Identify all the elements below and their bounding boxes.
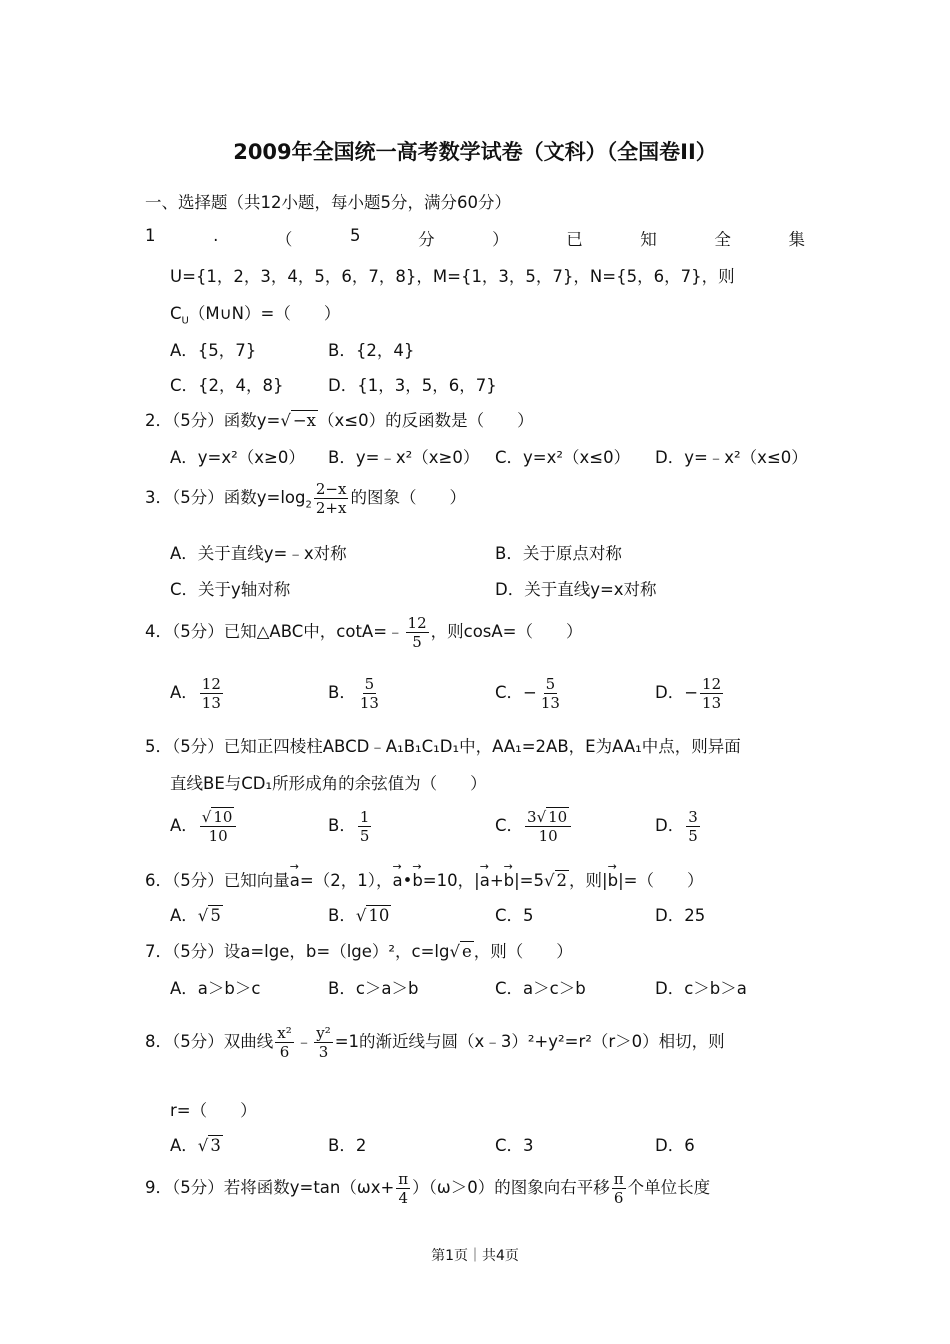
question-3: 3．（5分）函数$y=\log_2$ $\frac{2-x}{2+x}$ 的图象（ ） <box>145 480 466 517</box>
question-2: 2．（5分）函数y=√ −x （x≤0）的反函数是（ ） <box>145 411 534 430</box>
q4-option-d: D．− $\frac{12}{13}$ <box>655 675 722 712</box>
question-5-line-2: 直线BE与CD₁所形成角的余弦值为（ ） <box>170 774 487 793</box>
q1-token: . <box>213 226 219 245</box>
q5-option-d: D． $\frac{3}{5}$ <box>655 808 698 845</box>
q1-token: 1 <box>145 226 156 245</box>
q1-token: ） <box>492 230 509 249</box>
q1-line-2: U={1，2，3，4，5，6，7，8}，M={1，3，5，7}，N={5，6，7}，则 <box>170 267 735 286</box>
q4-option-c: C．− $\frac{5}{13}$ <box>495 675 560 712</box>
question-8-line-2: r=（ ） <box>170 1101 257 1120</box>
page-footer: 第1页｜共4页 <box>431 1248 519 1264</box>
q7-option-c: C．a＞c＞b <box>495 979 586 998</box>
q6-option-a: A．√ 5 <box>170 906 221 925</box>
q1-token: 分 <box>418 230 435 249</box>
sqrt-symbol: √ −x <box>280 411 316 430</box>
q3-option-b: B．关于原点对称 <box>495 544 622 563</box>
vector-b: → b <box>608 871 618 890</box>
q1-option-a: A．{5，7} <box>170 341 257 360</box>
q7-option-d: D．c＞b＞a <box>655 979 747 998</box>
q1-option-c: C．{2，4，8} <box>170 376 284 395</box>
q7-option-b: B．c＞a＞b <box>328 979 419 998</box>
q4-option-a: A． $\frac{12}{13}$ <box>170 675 221 712</box>
q4-option-b: B． $\frac{5}{13}$ <box>328 675 379 712</box>
q1-option-d: D．{1，3，5，6，7} <box>328 376 497 395</box>
q2-option-b: B．y=﹣x²（x≥0） <box>328 448 480 467</box>
page-title: 2009年全国统一高考数学试卷（文科）（全国卷II） <box>233 140 717 164</box>
q2-option-a: A．y=x²（x≥0） <box>170 448 305 467</box>
q5-option-a: A． $\frac{√ 10}{10}$ <box>170 808 238 845</box>
q3-option-d: D．关于直线y=x对称 <box>495 580 657 599</box>
q5-option-c: C． $\frac{3√ 10}{10}$ <box>495 808 573 845</box>
vector-a: → a <box>480 871 490 890</box>
q6-option-b: B．√ 10 <box>328 906 390 925</box>
vector-b: → b <box>412 871 422 890</box>
q8-option-a: A．√ 3 <box>170 1136 221 1155</box>
fraction: $\frac{12}{5}$ <box>407 614 427 651</box>
q1-token: 全 <box>714 230 731 249</box>
question-9: 9．（5分）若将函数y=tan（ωx+ $\frac{\pi}{4}$ ）（ω＞0）的图象向右平移 $\frac{\pi}{6}$ 个单位长度 <box>145 1170 711 1207</box>
q3-option-a: A．关于直线y=﹣x对称 <box>170 544 347 563</box>
vector-a: → a <box>290 871 300 890</box>
vector-a: → a <box>392 871 402 890</box>
q1-line-3: $C_U(M\cup N)=$（ ） <box>170 304 341 327</box>
q2-option-d: D．y=﹣x²（x≤0） <box>655 448 808 467</box>
q8-option-b: B．2 <box>328 1136 367 1155</box>
q1-token: 5 <box>349 226 361 245</box>
question-7: 7．（5分）设a=lge，b=（lge）²，c=lg√ e ，则（ ） <box>145 942 573 961</box>
question-5-line-1: 5．（5分）已知正四棱柱ABCD﹣A₁B₁C₁D₁中，AA₁=2AB，E为AA₁中点，则异面 <box>145 737 741 756</box>
vector-b: → b <box>504 871 514 890</box>
question-8: 8．（5分）双曲线 $\frac{\text{x²}}{6}$ ﹣ $\frac{\text{y²}}{3}$ =1的渐近线与圆（x﹣3）²+y²=r²（r＞0）相切，则 <box>145 1024 725 1061</box>
q5-option-b: B． $\frac{1}{5}$ <box>328 808 370 845</box>
q8-option-d: D．6 <box>655 1136 695 1155</box>
q2-option-c: C．y=x²（x≤0） <box>495 448 631 467</box>
q1-token: 已 <box>566 230 583 249</box>
question-6: 6．（5分）已知向量→ a=（2，1），→ a•→ b=10，|→ a+→ b|=5√ 2 ，则|→ b|=（ ） <box>145 867 703 891</box>
q1-token: 集 <box>788 230 805 249</box>
question-4: 4．（5分）已知△ABC中，cotA=﹣ $\frac{12}{5}$ ，则cosA=（ ） <box>145 614 583 651</box>
q3-option-c: C．关于y轴对称 <box>170 580 291 599</box>
q6-option-c: C．5 <box>495 906 534 925</box>
section-heading: 一、选择题（共12小题，每小题5分，满分60分） <box>145 193 511 212</box>
q7-option-a: A．a＞b＞c <box>170 979 261 998</box>
q1-option-b: B．{2，4} <box>328 341 415 360</box>
question-1-line-1 <box>145 226 805 250</box>
q1-token: （ <box>275 230 293 249</box>
q8-option-c: C．3 <box>495 1136 534 1155</box>
q6-option-d: D．25 <box>655 906 706 925</box>
fraction: $\frac{2-x}{2+x}$ <box>315 480 347 517</box>
q1-token: 知 <box>640 230 657 249</box>
